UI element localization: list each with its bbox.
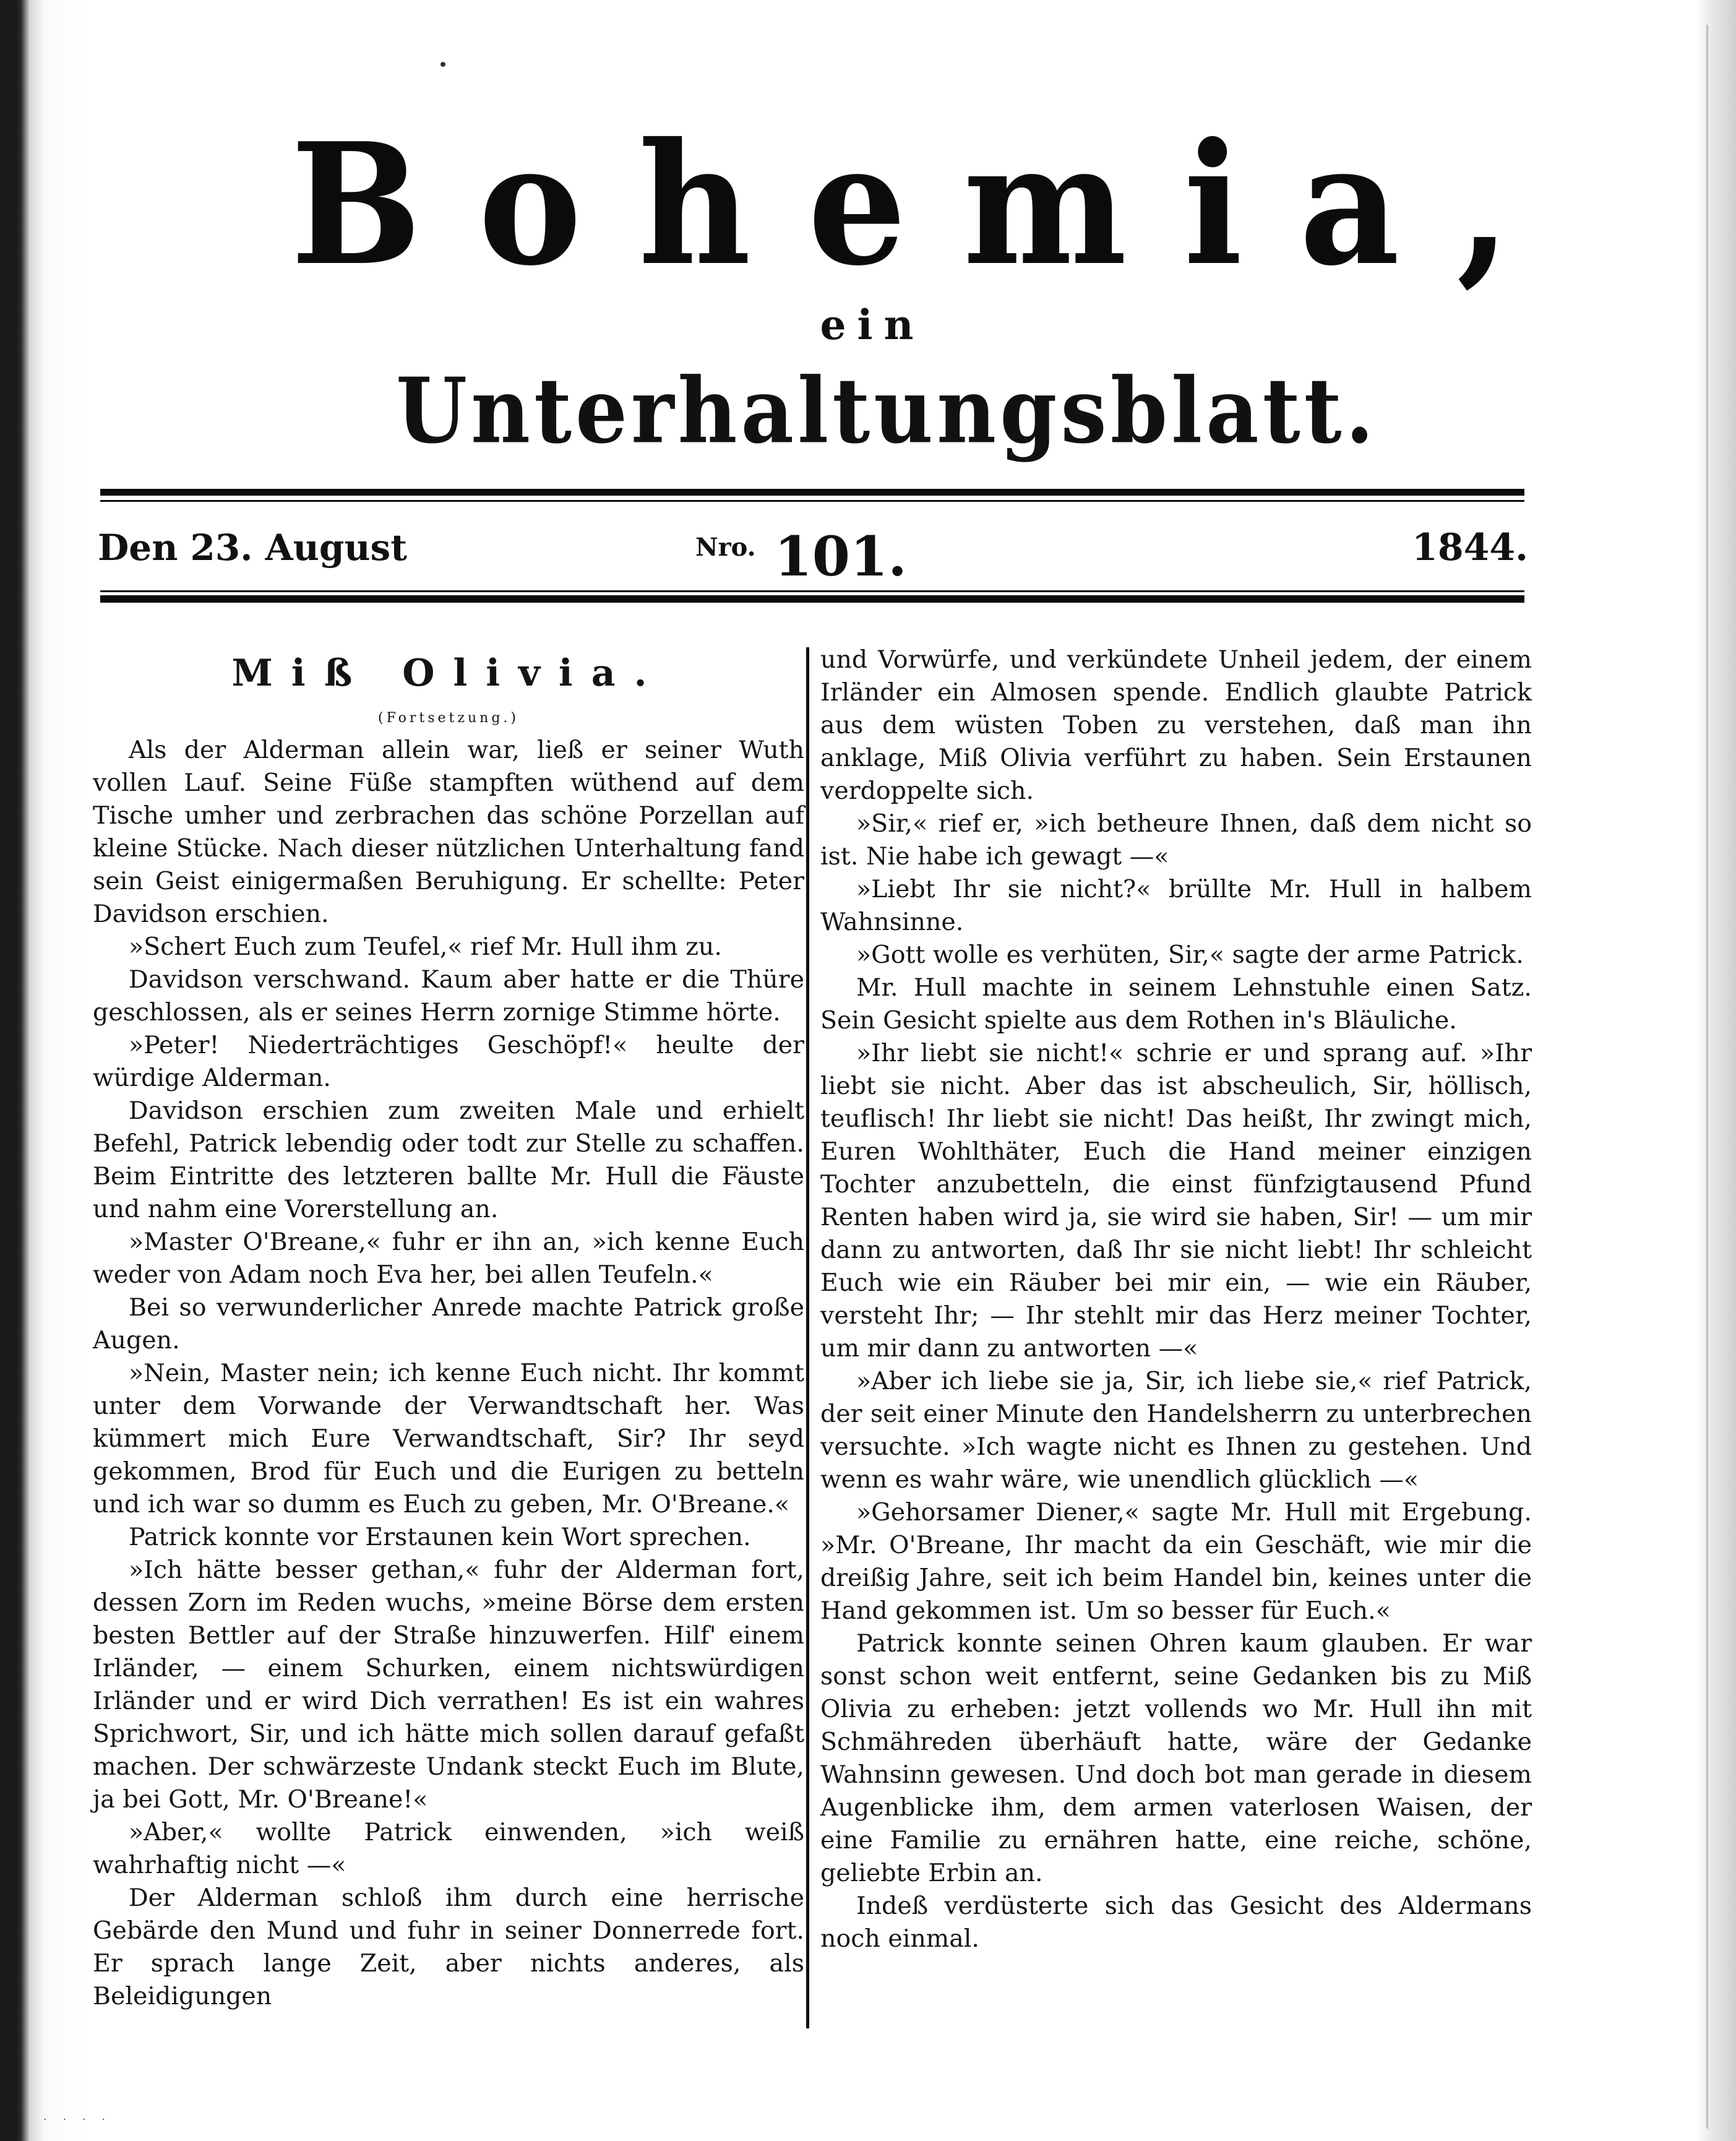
paragraph: Indeß verdüsterte sich das Gesicht des Aldermans noch einmal. <box>820 1892 1532 1953</box>
paragraph: Als der Alderman allein war, ließ er seiner Wuth vollen Lauf. Seine Füße stampften wüthend auf dem Tische umher und zerbrachen das schöne Porzellan auf kleine Stücke. Nach dieser nützlichen Unterhaltung fand sein Geist einigermaßen Beruhigung. Er schellte: Peter Davidson erschien. <box>93 736 804 928</box>
paragraph: Bei so verwunderlicher Anrede machte Patrick große Augen. <box>93 1293 804 1355</box>
dateline-rule-thin <box>100 590 1524 592</box>
masthead-subtitle: Unterhaltungsblatt. <box>396 358 1378 464</box>
paragraph: »Sir,« rief er, »ich betheure Ihnen, daß dem nicht so ist. Nie habe ich gewagt —« <box>820 809 1532 871</box>
article-column-right <box>820 644 1532 1955</box>
scan-artifact: · · · · <box>43 2113 112 2126</box>
page-edge <box>1706 25 1708 2129</box>
paragraph: Der Alderman schloß ihm durch eine herrische Gebärde den Mund und fuhr in seiner Donnerrede fort. Er sprach lange Zeit, aber nichts anderes, als Beleidigungen <box>93 1884 804 2010</box>
masthead-title: Bohemia, <box>291 106 1568 303</box>
issue-prefix: Nro. <box>695 533 756 562</box>
issue-date: Den 23. August <box>98 527 407 569</box>
paragraph: und Vorwürfe, und verkündete Unheil jedem, der einem Irländer ein Almosen spende. Endlich glaubte Patrick aus dem wüsten Toben zu verstehen, daß man ihn anklage, Miß Olivia verführt zu haben. Sein Erstaunen verdoppelte sich. <box>820 645 1532 805</box>
masthead-rule-thick-top <box>100 489 1524 496</box>
column-divider <box>806 647 809 2028</box>
dateline-rule-thick <box>100 595 1524 603</box>
paragraph: »Gott wolle es verhüten, Sir,« sagte der arme Patrick. <box>856 941 1524 969</box>
paragraph: »Schert Euch zum Teufel,« rief Mr. Hull ihm zu. <box>129 933 722 961</box>
issue-year: 1844. <box>1412 526 1528 569</box>
paragraph: »Liebt Ihr sie nicht?« brüllte Mr. Hull in halbem Wahnsinne. <box>820 875 1532 936</box>
issue-number-value: 101. <box>774 524 907 588</box>
masthead-rule-thin-top <box>100 500 1524 502</box>
article-column-left <box>93 644 804 2013</box>
paragraph: »Ihr liebt sie nicht!« schrie er und sprang auf. »Ihr liebt sie nicht. Aber das ist abscheulich, Sir, höllisch, teuflisch! Ihr liebt sie nicht! Das heißt, Ihr zwingt mich, Euren Wohlthäter, Euch die Hand meiner einzigen Tochter anzubetteln, die einst fünfzigtausend Pfund Renten haben wird ja, sie wird sie haben, Sir! — um mir dann zu antworten, daß Ihr sie nicht liebt! Ihr schleicht Euch wie ein Räuber bei mir ein, — wie ein Räuber, versteht Ihr; — Ihr stehlt mir das Herz meiner Tochter, um mir dann zu antworten —« <box>820 1039 1532 1363</box>
paragraph: Patrick konnte vor Erstaunen kein Wort sprechen. <box>129 1523 751 1551</box>
issue-number <box>693 514 1039 588</box>
paragraph: Mr. Hull machte in seinem Lehnstuhle einen Satz. Sein Gesicht spielte aus dem Rothen in's Bläuliche. <box>820 973 1532 1035</box>
paragraph: Davidson erschien zum zweiten Male und erhielt Befehl, Patrick lebendig oder todt zur Stelle zu schaffen. Beim Eintritte des letzteren ballte Mr. Hull die Fäuste und nahm eine Vorerstellung an. <box>93 1096 804 1223</box>
paragraph: »Aber ich liebe sie ja, Sir, ich liebe sie,« rief Patrick, der seit einer Minute den Handelsherrn zu unterbrechen versuchte. »Ich wagte nicht es Ihnen zu gestehen. Und wenn es wahr wäre, wie unendlich glücklich —« <box>820 1367 1532 1494</box>
ink-speck <box>440 62 445 67</box>
paragraph: »Gehorsamer Diener,« sagte Mr. Hull mit Ergebung. »Mr. O'Breane, Ihr macht da ein Geschäft, wie mir die dreißig Jahre, seit ich beim Handel bin, keines unter die Hand gekommen ist. Um so besser für Euch.« <box>820 1498 1532 1625</box>
paragraph: Patrick konnte seinen Ohren kaum glauben. Er war sonst schon weit entfernt, seine Gedanken bis zu Miß Olivia zu erheben: jetzt vollends wo Mr. Hull ihn mit Schmähreden überhäuft hatte, wäre der Gedanke Wahnsinn gewesen. Und doch bot man gerade in diesem Augenblicke ihm, dem armen vaterlosen Waisen, der eine Familie zu ernähren hatte, eine reiche, schöne, geliebte Erbin an. <box>820 1629 1532 1887</box>
paragraph: »Nein, Master nein; ich kenne Euch nicht. Ihr kommt unter dem Vorwande der Verwandtschaft her. Was kümmert mich Eure Verwandtschaft, Sir? Ihr seyd gekommen, Brod für Euch und die Eurigen zu betteln und ich war so dumm es Euch zu geben, Mr. O'Breane.« <box>93 1359 804 1519</box>
article-title: Miß Olivia. <box>231 652 666 695</box>
article-note: (Fortsetzung.) <box>378 710 519 726</box>
masthead-ein: ein <box>820 301 925 349</box>
paragraph: »Peter! Niederträchtiges Geschöpf!« heulte der würdige Alderman. <box>93 1031 804 1092</box>
paragraph: Davidson verschwand. Kaum aber hatte er die Thüre geschlossen, als er seines Herrn zornige Stimme hörte. <box>93 965 804 1027</box>
paragraph: »Ich hätte besser gethan,« fuhr der Alderman fort, dessen Zorn im Reden wuchs, »meine Börse dem ersten besten Bettler auf der Straße hinzuwerfen. Hilf' einem Irländer, — einem Schurken, einem nichtswürdigen Irländer und er wird Dich verrathen! Es ist ein wahres Sprichwort, Sir, und ich hätte mich sollen darauf gefaßt machen. Der schwärzeste Undank steckt Euch im Blute, ja bei Gott, Mr. O'Breane!« <box>93 1556 804 1814</box>
paragraph: »Aber,« wollte Patrick einwenden, »ich weiß wahrhaftig nicht —« <box>93 1818 804 1879</box>
paragraph: »Master O'Breane,« fuhr er ihn an, »ich kenne Euch weder von Adam noch Eva her, bei allen Teufeln.« <box>93 1228 804 1289</box>
